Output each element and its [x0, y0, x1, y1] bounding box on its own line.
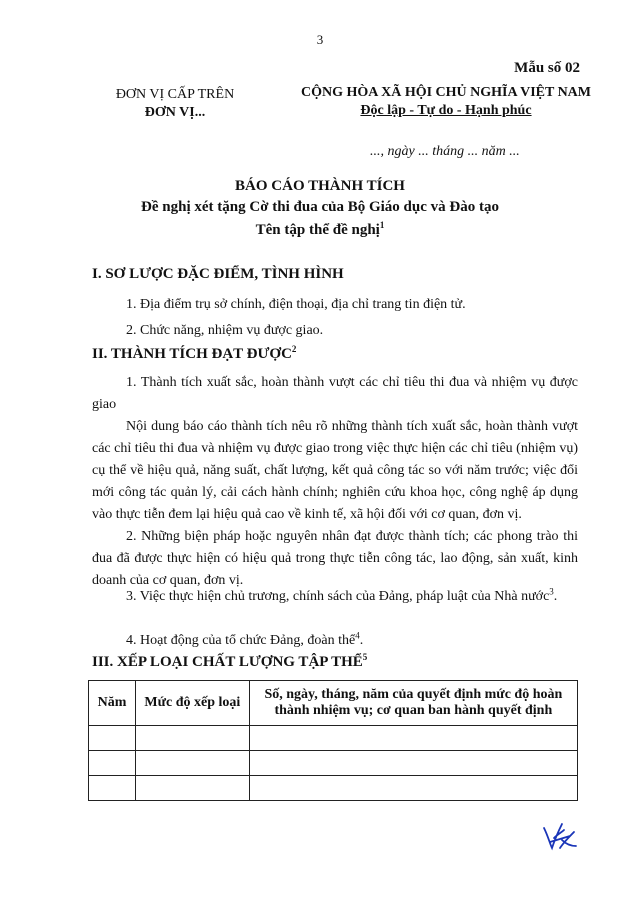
table-cell[interactable]	[135, 726, 249, 751]
table-cell[interactable]	[249, 776, 577, 801]
section-3-heading-text: III. XẾP LOẠI CHẤT LƯỢNG TẬP THỂ	[92, 654, 363, 670]
table-cell[interactable]	[135, 776, 249, 801]
section-2-item-3	[92, 586, 578, 608]
date-line: ..., ngày ... tháng ... năm ...	[370, 144, 520, 159]
section-2-item-4-end: .	[359, 633, 364, 648]
table-row	[89, 726, 578, 751]
footnote-ref-4: 4	[355, 630, 360, 641]
table-row	[89, 776, 578, 801]
table-header-row	[89, 681, 578, 726]
national-motto-header	[296, 84, 596, 120]
section-2-item-3-text: 3. Việc thực hiện chủ trương, chính sách của Đảng, pháp luật của Nhà nước	[126, 589, 550, 604]
footnote-ref-1: 1	[379, 220, 385, 230]
column-header-rating-level: Mức độ xếp loại	[135, 681, 249, 726]
table-cell[interactable]	[249, 751, 577, 776]
section-2-heading-text: II. THÀNH TÍCH ĐẠT ĐƯỢC	[92, 346, 292, 362]
table-cell[interactable]	[89, 776, 136, 801]
section-1-item-2: 2. Chức năng, nhiệm vụ được giao.	[126, 323, 324, 338]
table-row	[89, 751, 578, 776]
section-2-item-4	[92, 630, 578, 652]
section-2-item-3-end: .	[553, 589, 558, 604]
collective-name-title	[0, 222, 640, 239]
section-1-heading: I. SƠ LƯỢC ĐẶC ĐIỂM, TÌNH HÌNH	[92, 266, 344, 282]
section-2-description: Nội dung báo cáo thành tích nêu rõ những thành tích xuất sắc, hoàn thành vượt các chỉ tiêu thi đua và nhiệm vụ được giao trong việc thực hiện các chỉ tiêu (nhiệm vụ) cụ thể về hiệu quả, năng suất, chất lượng, kết quả công tác so với năm trước; việc đổi mới công tác quản lý, cải cách hành chính; nghiên cứu khoa học, công nghệ áp dụng vào thực tiễn đem lại hiệu quả cao về kinh tế, xã hội đối với cơ quan, đơn vị.	[92, 419, 578, 522]
column-header-decision: Số, ngày, tháng, năm của quyết định mức độ hoàn thành nhiệm vụ; cơ quan ban hành quyết định	[249, 681, 577, 726]
initials-signature-mark	[540, 818, 580, 854]
section-2-heading	[92, 346, 296, 363]
superior-unit: ĐƠN VỊ CẤP TRÊN	[115, 87, 235, 102]
quality-rating-table	[88, 680, 578, 801]
table-cell[interactable]	[135, 751, 249, 776]
table-cell[interactable]	[249, 726, 577, 751]
unit-name: ĐƠN VỊ...	[144, 105, 206, 120]
issuing-unit-header	[95, 86, 255, 122]
footnote-ref-3: 3	[549, 586, 554, 597]
section-2-item-1: 1. Thành tích xuất sắc, hoàn thành vượt các chỉ tiêu thi đua và nhiệm vụ được giao	[92, 375, 578, 412]
footnote-ref-2: 2	[291, 344, 297, 354]
section-1-item-1: 1. Địa điểm trụ sở chính, điện thoại, địa chỉ trang tin điện tử.	[126, 297, 466, 312]
national-motto: Độc lập - Tự do - Hạnh phúc	[360, 103, 532, 118]
footnote-ref-5: 5	[362, 652, 368, 662]
report-title: BÁO CÁO THÀNH TÍCH	[235, 178, 405, 194]
section-3-heading	[92, 654, 367, 671]
country-name: CỘNG HÒA XÃ HỘI CHỦ NGHĨA VIỆT NAM	[300, 85, 591, 100]
section-2-item-4-text: 4. Hoạt động của tổ chức Đảng, đoàn thể	[126, 633, 356, 648]
collective-name-text: Tên tập thể đề nghị	[255, 222, 380, 238]
column-header-year: Năm	[89, 681, 136, 726]
table-cell[interactable]	[89, 751, 136, 776]
report-subtitle: Đề nghị xét tặng Cờ thi đua của Bộ Giáo dục và Đào tạo	[141, 199, 499, 215]
page-number: 3	[316, 32, 324, 47]
table-cell[interactable]	[89, 726, 136, 751]
section-2-item-2: 2. Những biện pháp hoặc nguyên nhân đạt được thành tích; các phong trào thi đua đã được thực hiện có hiệu quả trong thực tiễn công tác, lao động, sản xuất, kinh doanh của cơ quan, đơn vị.	[92, 529, 578, 588]
form-code: Mẫu số 02	[514, 60, 580, 76]
